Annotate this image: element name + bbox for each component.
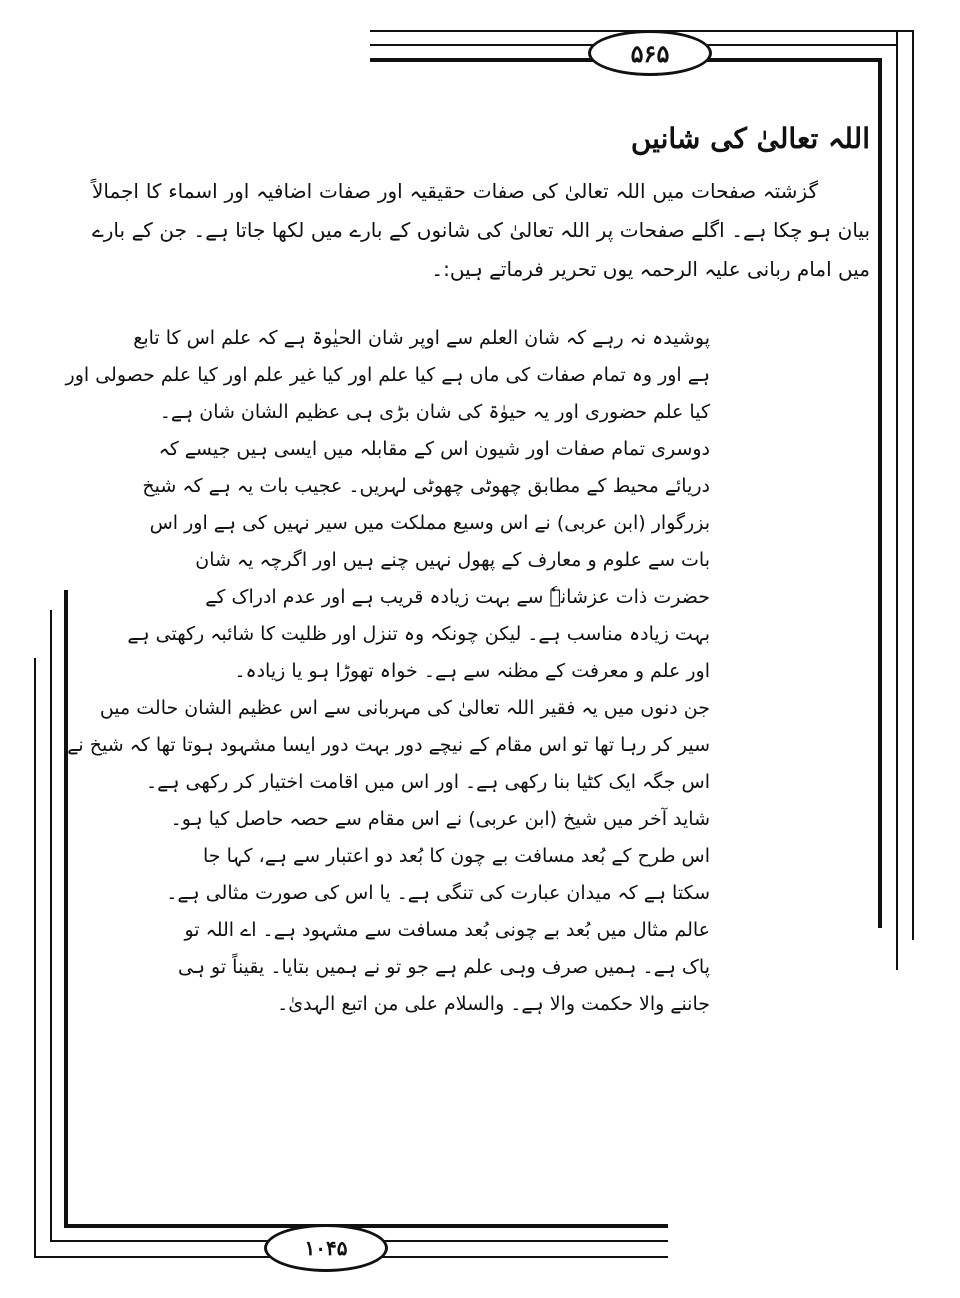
page-number-bottom: ۱۰۴۵ bbox=[264, 1224, 388, 1272]
frame-line-left-middle bbox=[50, 610, 52, 1240]
section-heading: اللہ تعالیٰ کی شانیں bbox=[630, 122, 870, 155]
quote-line: پوشیدہ نہ رہے کہ شان العلم سے اوپر شان الحیٰوۃ ہے کہ علم اس کا تابع bbox=[133, 327, 710, 349]
quote-line: پاک ہے۔ ہمیں صرف وہی علم ہے جو تو نے ہمیں بتایا۔ یقیناً تو ہی bbox=[178, 956, 710, 978]
intro-line: گزشتہ صفحات میں اللہ تعالیٰ کی صفات حقیقیہ اور صفات اضافیہ اور اسماء کا اجمالاً بیان ہو چکا ہے۔ bbox=[92, 179, 871, 242]
quote-line: کیا علم حضوری اور یہ حیوٰۃ کی شان بڑی ہی عظیم الشان شان ہے۔ bbox=[159, 401, 710, 423]
quote-line: عالم مثال میں بُعد بے چونی بُعد مسافت سے مشہود ہے۔ اے اللہ تو bbox=[184, 919, 710, 941]
quote-line: شاید آخر میں شیخ (ابن عربی) نے اس مقام سے حصہ حاصل کیا ہو۔ bbox=[170, 808, 710, 830]
frame-line-right-middle bbox=[896, 30, 898, 970]
frame-line-left-outer bbox=[34, 658, 36, 1258]
quote-line: جاننے والا حکمت والا ہے۔ والسلام علی من اتبع الہدیٰ۔ bbox=[277, 993, 710, 1015]
quote-line: سکتا ہے کہ میدان عبارت کی تنگی ہے۔ یا اس کی صورت مثالی ہے۔ bbox=[166, 882, 710, 904]
quote-line: بات سے علوم و معارف کے پھول نہیں چنے ہیں اور اگرچہ یہ شان bbox=[195, 549, 710, 571]
quote-line: حضرت ذات عزشانہٗ سے بہت زیادہ قریب ہے اور عدم ادراک کے bbox=[205, 586, 710, 608]
frame-line-left-inner bbox=[64, 590, 68, 1226]
quote-line: اور علم و معرفت کے مظنہ سے ہے۔ خواہ تھوڑا ہو یا زیادہ۔ bbox=[234, 660, 710, 682]
quote-line: دریائے محیط کے مطابق چھوٹی چھوٹی لہریں۔ عجیب بات یہ ہے کہ شیخ bbox=[142, 475, 710, 497]
frame-line-right-outer bbox=[912, 30, 914, 940]
frame-line-bottom-inner bbox=[64, 1224, 668, 1228]
quote-line: اس جگہ ایک کٹیا بنا رکھی ہے۔ اور اس میں اقامت اختیار کر رکھی ہے۔ bbox=[146, 771, 710, 793]
quoted-passage bbox=[65, 320, 710, 1023]
quote-line: دوسری تمام صفات اور شیون اس کے مقابلہ میں ایسی ہیں جیسے کہ bbox=[158, 438, 710, 460]
intro-line: علیہ الرحمہ یوں تحریر فرماتے ہیں:۔ bbox=[431, 257, 741, 281]
quote-line: بزرگوار (ابن عربی) نے اس وسیع مملکت میں سیر نہیں کی ہے اور اس bbox=[149, 512, 710, 534]
quote-line: سیر کر رہا تھا تو اس مقام کے نیچے دور بہت دور ایسا مشہود ہوتا تھا کہ شیخ نے bbox=[67, 734, 710, 756]
intro-line: اگلے صفحات پر اللہ تعالیٰ کی شانوں کے بارے میں لکھا جاتا ہے۔ جن کے بارے میں امام ربانی bbox=[92, 218, 870, 281]
quote-line: ہے اور وہ تمام صفات کی ماں ہے کیا علم اور کیا غیر علم اور کیا علم حصولی اور bbox=[65, 364, 710, 386]
frame-line-right-inner bbox=[878, 58, 882, 928]
quote-line: اس طرح کے بُعد مسافت بے چون کا بُعد دو اعتبار سے ہے، کہا جا bbox=[203, 845, 710, 867]
intro-paragraph bbox=[92, 172, 870, 289]
quote-line: بہت زیادہ مناسب ہے۔ لیکن چونکہ وہ تنزل اور ظلیت کا شائبہ رکھتی ہے bbox=[127, 623, 710, 645]
page-number-top: ۵۶۵ bbox=[588, 30, 712, 76]
quote-line: جن دنوں میں یہ فقیر اللہ تعالیٰ کی مہربانی سے اس عظیم الشان حالت میں bbox=[99, 697, 710, 719]
